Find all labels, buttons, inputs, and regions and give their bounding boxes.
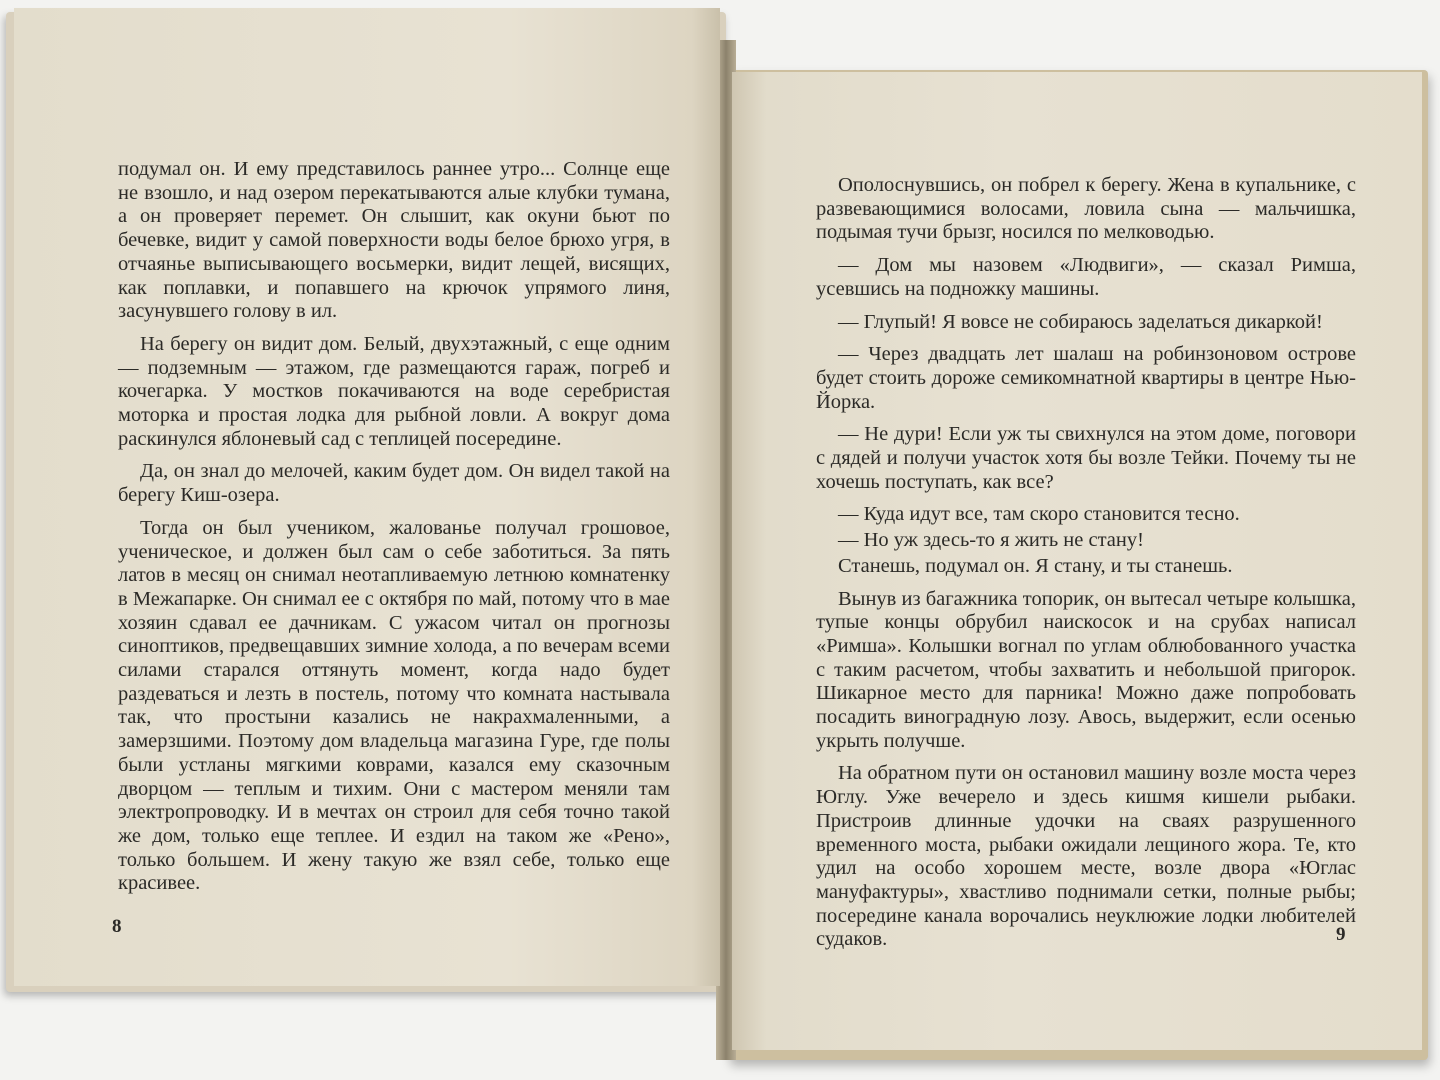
page-number: 8	[112, 916, 122, 937]
paragraph: Вынув из багажника топорик, он вытесал четыре колышка, тупые концы обрубил наискосок и на срубах написал «Римша». Колышки вогнал по углам облюбованного участка с таким расчетом, чтобы захватить и небольшой пригорок. Шикарное место для парника! Можно даже попробовать посадить виноградную лозу. Авось, выдержит, если осенью укрыть получше.	[816, 587, 1356, 752]
left-page-text	[118, 158, 670, 905]
right-page-text	[816, 174, 1356, 961]
paragraph: На берегу он видит дом. Белый, двухэтажный, с еще одним — подземным — этажом, где размещаются гараж, погреб и кочегарка. У мостков покачиваются на воде серебристая моторка и простая лодка для рыбной ловли. А вокруг дома раскинулся яблоневый сад с теплицей посередине.	[118, 332, 670, 450]
paragraph: — Куда идут все, там скоро становится тесно.	[838, 503, 1240, 526]
paragraph: подумал он. И ему представилось раннее утро... Солнце еще не взошло, и над озером перекатываются алые клубки тумана, а он проверяет перемет. Он слышит, как окуни бьют по бечевке, видит у самой поверхности воды белое брюхо угря, в отчаянье выписывающего восьмерки, видит лещей, висящих, как поплавки, и попавшего на крючок упрямого линя, засунувшего голову в ил.	[118, 158, 670, 323]
paragraph: Ополоснувшись, он побрел к берегу. Жена в купальнике, с развевающимися волосами, ловила сына — мальчишка, подымая тучи брызг, носился по мелководью.	[816, 174, 1356, 244]
paragraph: Тогда он был учеником, жалованье получал грошовое, ученическое, и должен был сам о себе заботиться. За пять латов в месяц он снимал неотапливаемую летнюю комнатенку в Межапарке. Он снимал ее с октября по май, потому что в мае хозяин сдавал ее дачникам. С ужасом читал он прогнозы синоптиков, предвещавших зимние холода, а по вечерам всеми силами старался оттянуть момент, когда надо будет раздеваться и лезть в постель, потому что комната настывала так, что простыни казались не накрахмаленными, а замерзшими. Поэтому дом владельца магазина Гуре, где полы были устланы мягкими коврами, казался ему сказочным дворцом — теплым и тихим. Они с мастером меняли там электропроводку. И в мечтах он строил для себя точно такой же дом, только еще теплее. И ездил на таком же «Рено», только большем. И жену такую же взял себе, только еще красивее.	[118, 516, 670, 895]
paragraph: — Дом мы назовем «Людвиги», — сказал Римша, усевшись на подножку машины.	[816, 254, 1356, 300]
paragraph: — Через двадцать лет шалаш на робинзоновом острове будет стоить дороже семикомнатной квартиры в центре Нью-Йорка.	[816, 343, 1356, 413]
paragraph: Да, он знал до мелочей, каким будет дом. Он видел такой на берегу Киш-озера.	[118, 460, 670, 507]
paragraph: — Не дури! Если уж ты свихнулся на этом доме, поговори с дядей и получи участок хотя бы возле Тейки. Почему ты не хочешь поступать, как все?	[816, 423, 1356, 493]
right-page	[732, 72, 1422, 1050]
paragraph: Станешь, подумал он. Я стану, и ты станешь.	[838, 554, 1233, 577]
paragraph: На обратном пути он остановил машину возле моста через Юглу. Уже вечерело и здесь кишмя кишели рыбаки. Пристроив длинные удочки на сваях разрушенного временного моста, рыбаки ожидали лещиного жора. Те, кто удил на особо хорошем месте, возле двора «Юглас мануфактуры», хвастливо поднимали сетки, полные рыбы; посередине канала ворочались неуклюжие лодки любителей судаков.	[816, 762, 1356, 951]
left-page	[14, 8, 720, 986]
page-number: 9	[1336, 924, 1346, 945]
paragraph: — Глупый! Я вовсе не собираюсь заделаться дикаркой!	[838, 310, 1323, 333]
paragraph: — Но уж здесь-то я жить не стану!	[838, 529, 1144, 552]
